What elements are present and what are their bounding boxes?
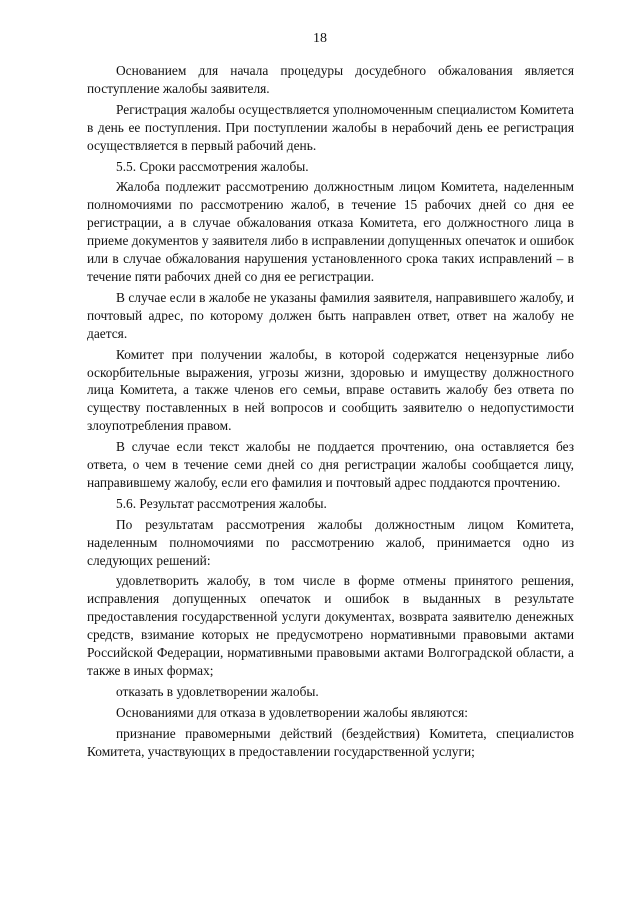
paragraph-refusal-grounds: Основаниями для отказа в удовлетворении жалобы являются: (116, 704, 468, 720)
paragraph-refuse-complaint: отказать в удовлетворении жалобы. (116, 683, 319, 699)
paragraph-no-name-address: В случае если в жалобе не указаны фамилия заявителя, направившего жалобу, и почтовый адрес, по которому должен быть направлен ответ, ответ на жалобу не дается. (87, 289, 574, 341)
paragraph-registration: Регистрация жалобы осуществляется уполномоченным специалистом Комитета в день ее поступления. При поступлении жалобы в нерабочий день ее регистрация осуществляется в первый рабочий день. (87, 101, 574, 153)
section-heading-5-5: 5.5. Сроки рассмотрения жалобы. (116, 158, 309, 174)
page-number: 18 (313, 31, 327, 46)
paragraph-appeal-basis: Основанием для начала процедуры досудебного обжалования является поступление жалобы заявителя. (87, 63, 574, 96)
paragraph-unreadable-text: В случае если текст жалобы не поддается прочтению, она оставляется без ответа, о чем в течение семи дней со дня регистрации жалобы сообщается лицу, направившему жалобу, если его фамилия и почтовый адрес поддаются прочтению. (87, 439, 574, 490)
paragraph-decisions-intro: По результатам рассмотрения жалобы должностным лицом Комитета, наделенным полномочиями по рассмотрению жалоб, принимается одно из следующих решений: (87, 516, 574, 568)
document-body (87, 62, 574, 764)
paragraph-lawful-actions: признание правомерными действий (бездействия) Комитета, специалистов Комитета, участвующих в предоставлении государственной услуги; (87, 725, 574, 759)
paragraph-review-terms: Жалоба подлежит рассмотрению должностным лицом Комитета, наделенным полномочиями по рассмотрению жалоб, в течение 15 рабочих дней со дня ее регистрации, а в случае обжалования отказа Комитета, его должностного лица в приеме документов у заявителя либо в исправлении допущенных опечаток и ошибок или в случае обжалования нарушения установленного срока таких исправлений – в течение пяти рабочих дней со дня ее регистрации. (87, 179, 574, 284)
paragraph-offensive-content: Комитет при получении жалобы, в которой содержатся нецензурные либо оскорбительные выражения, угрозы жизни, здоровью и имуществу должностного лица Комитета, а также членов его семьи, вправе оставить жалобу без ответа по существу поставленных в ней вопросов и сообщить заявителю о недопустимости злоупотребления правом. (87, 346, 574, 434)
section-heading-5-6: 5.6. Результат рассмотрения жалобы. (116, 495, 327, 511)
paragraph-satisfy-complaint: удовлетворить жалобу, в том числе в форме отмены принятого решения, исправления допущенных опечаток и ошибок в выданных в результате предоставления государственной услуги документах, возврата заявителю денежных средств, взимание которых не предусмотрено нормативными правовыми актами Российской Федерации, нормативными правовыми актами Волгоградской области, а также в иных формах; (87, 573, 574, 678)
